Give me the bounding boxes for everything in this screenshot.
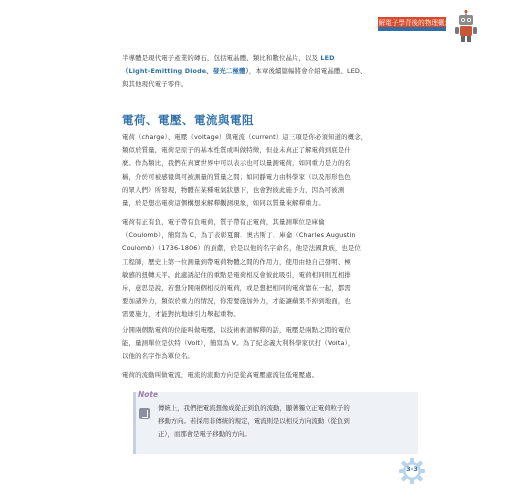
paragraph-voltage: 分開兩個點電荷的位能叫做電壓，以技術術語解釋的話，電壓是兩點之間的電位 能，量測單位是伏特（Volt），簡寫為 V。為了紀念義大利科學家伏打（Volta）， 以他的名字作為單位名。	[122, 326, 355, 361]
robot-icon	[454, 10, 478, 42]
intro-led-expansion: （Light-Emitting Diode、發光二極體）	[122, 67, 249, 76]
intro-paragraph	[122, 52, 406, 92]
paragraph-coulomb: 電荷有正有負，電子帶有負電荷，質子帶有正電荷，其量測單位是庫倫 （Coulomb），簡寫為 C，為了表彰夏爾．奧古斯丁．庫侖（Charles Augustin Coulomb）（1736-1806）的貢獻，於是以他的名字命名，他是法國貴族，也是位 工程師，歷史上第一位測量到帶電荷物體之間的作用力，使用由他自己發明、極 敏感的扭轉天平。此處誘記住的重點是電荷相反會彼此吸引，電荷相同則互相排 斥，意思是說，若想分開兩個相反的電荷，或是想把相同的電荷靠在一起，都需 要加諸外力，類似於重力的情況，你需要施加外力，才能讓蘋果不掉到地面，也 需要施力，才能對抗地球引力舉起重物。	[122, 218, 362, 319]
section-heading: 電荷、電壓、電流與電阻	[122, 113, 254, 127]
intro-led: LED	[320, 54, 335, 62]
intro-line2: ，本章後續篇幅將會介紹電晶體、LED、	[248, 67, 367, 76]
page-number: 3-3	[406, 465, 418, 473]
paragraph-charge: 電荷（charge）、電壓（voltage）與電流（current）這三項是你必須知道的概念， 類似於質量，電荷是原子的基本性質或叫做特徵，但並未真正了解電荷到底是什 麼。作為類比，我們在真實世界中可以表示也可以量測電荷，如同重力是力的名 稱，介於可被感覺與可被測量的質量之間；如同靜電力由科學家（以及形形色色 的眾人們）所發現，物體在某種電氣狀態下，也會對彼此施予力，因為可被測 量，於是想出電荷這個構想來解釋觀測現象，如同以質量來解釋重力。	[122, 133, 368, 208]
note-label: Note	[138, 390, 159, 399]
note-text: 傳統上，我們把電流想像成從正到負的流動，顯著獨立正電荷粒子的 移動方向。若採用非傳統的規定，電流則是以相反方向流動（從負到 正），而那會是電子移動的方向。	[158, 404, 350, 438]
checkmark-icon	[139, 408, 150, 419]
intro-line3: 與其他現代電子零件。	[122, 80, 188, 89]
paragraph-current: 電荷的流動叫做電流，電流的流動方向是從高電壓處流往低電壓處。	[122, 371, 319, 379]
intro-line1: 半導體是現代電子產業的磚石，包括電晶體、類比和數位晶片，以及	[122, 54, 321, 62]
chapter-title: 了解電子學背後的物理概念	[372, 19, 452, 27]
